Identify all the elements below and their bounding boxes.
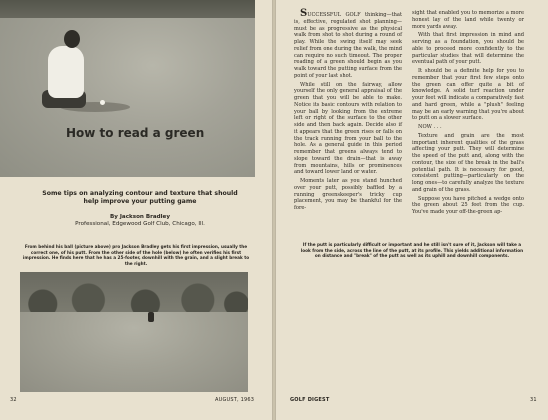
byline-role: Professional, Edgewood Golf Club, Chicago, Ill. (75, 221, 205, 227)
magazine-name: GOLF DIGEST (290, 397, 330, 403)
golfer-body (48, 46, 84, 98)
page-number-right: 31 (530, 397, 537, 403)
byline-name: By Jackson Bradley (109, 214, 170, 220)
body-col1-para-3: Moments later as you stand hunched over your putt, possibly baffled by a running greenskeeper's tricky cup placement, you may be thankful for the fore- (294, 178, 402, 211)
photo-left-golfer (148, 312, 154, 322)
article-title: How to read a green (66, 126, 205, 140)
page-number-left: 32 (10, 397, 17, 403)
body-col2-para-3: It should be a definite help for you to remember that your first few steps onto the green can offer quite a bit of knowledge. A solid turf reaction under your feet will indicate a comparatively fast and hard green, while a "plush" feeling may be an early warning that you're about to putt on a slower surface. (412, 68, 524, 122)
photo-left (20, 272, 248, 392)
golfer-head (64, 30, 80, 48)
hero-photo (0, 0, 255, 177)
caption-right: If the putt is particularly difficult or important and he still isn't sure of it, Jackson will take a look from the side, across the line of the putt, at its profile. This yields additional information on distance and "break" of the putt as well as its uphill and downhill components. (300, 242, 524, 258)
hero-green (0, 18, 255, 177)
left-page (0, 0, 272, 420)
photo-left-treeline (20, 272, 248, 312)
body-col1-para-1: SUCCESSFUL GOLF thinking—that is, effective, regulated shot planning—must be as progressive as the physical walk from shot to shot during a round of play. While the swing itself may seek relief from one during the walk, the mind can require no such timeout. The proper reading of a green should begin as you walk toward the putting surface from the point of your last shot. (294, 8, 402, 79)
body-col2-now: NOW . . . (418, 124, 442, 130)
photo-left-fairway (20, 312, 248, 392)
issue-date: AUGUST, 1963 (215, 397, 255, 403)
article-subhead: Some tips on analyzing contour and texture that should help improve your putting game (42, 190, 238, 205)
body-col2-para-5: Suppose you have pitched a wedge onto the green about 25 feet from the cup. You've made your off-the-green ap- (412, 195, 524, 215)
body-col2-para-4: Texture and grain are the most important inherent qualities of the grass affecting your putt. They will determine the speed of the putt and, along with the contour, the size of the break in the ball's potential path. It is necessary for good, consistent putting—particularly on the long ones—to carefully analyze the texture and grain of the grass. (412, 132, 524, 193)
body-column-1 (294, 10, 402, 214)
byline (40, 214, 240, 228)
body-col1-para-2: While still on the fairway, allow yourself the only general appraisal of the green that you will be able to make. Notice its basic contours with relation to your ball by looking from the extreme left or right of the surface to the other side and then back again. Decide also if it appears that the green rises or falls on the track running from your ball to the hole. As a general guide in this period remember that greens always tend to slope toward the drain—that is away from mountains, hills or prominences and toward lower land or water. (294, 81, 402, 176)
body-col2-para-2: With that first impression in mind and serving as a foundation, you should be able to proceed more confidently to the particular studies that will determine the eventual path of your putt. (412, 32, 524, 66)
golf-ball (100, 100, 105, 105)
caption-left: From behind his ball (picture above) pro Jackson Bradley gets his first impression, usually the correct one, of his putt. From the other side of the hole (below) he often verifies his first impression. He finds here that he has a 25-footer, downhill with the grain, and a slight break to the right. (22, 244, 250, 266)
body-column-2 (412, 10, 524, 218)
drop-cap: S (300, 8, 308, 19)
body-col2-para-1: sight that enabled you to memorize a more honest lay of the land while twenty or more yards away. (412, 10, 524, 30)
